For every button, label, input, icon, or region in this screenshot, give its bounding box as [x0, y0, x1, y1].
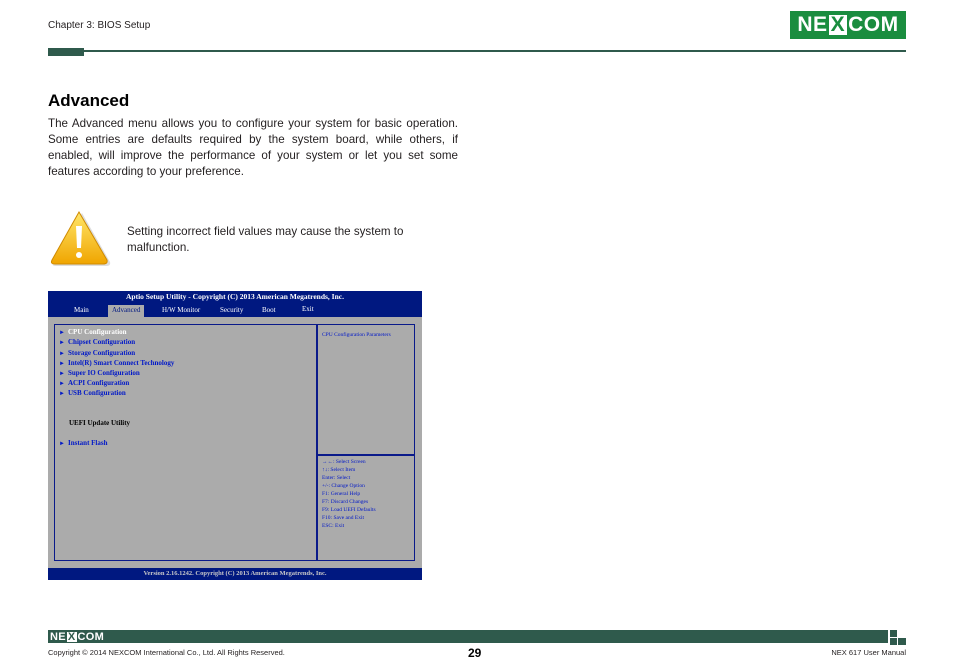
key-hint: F1: General Help — [322, 491, 361, 497]
arrow-right-icon: ► — [59, 340, 65, 346]
key-hint: F9: Load UEFI Defaults — [322, 507, 376, 513]
key-hint: Enter: Select — [322, 475, 351, 481]
bios-screenshot — [48, 291, 422, 580]
menu-item-smart-connect[interactable]: ► Intel(R) Smart Connect Technology — [59, 359, 175, 367]
tab-exit[interactable]: Exit — [302, 305, 314, 313]
bios-menu-panel — [54, 324, 317, 561]
key-hint: ↑↓: Select Item — [322, 467, 356, 473]
key-hint: ESC: Exit — [322, 523, 345, 529]
section-intro: The Advanced menu allows you to configure your system for basic operation. Some entries are defaults required by the system board, while others, if enabled, will improve the performance of your system or let you set some features according to your preference. — [48, 117, 458, 178]
arrow-right-icon: ► — [59, 371, 65, 377]
manual-title: NEX 617 User Manual — [831, 648, 906, 657]
menu-item-chipset-configuration[interactable]: ► Chipset Configuration — [59, 338, 136, 346]
menu-item-storage-configuration[interactable]: ► Storage Configuration — [59, 349, 136, 357]
arrow-right-icon: ► — [59, 441, 65, 447]
key-hint: +/-: Change Option — [322, 483, 365, 489]
menu-item-cpu-configuration[interactable]: ► CPU Configuration — [59, 328, 127, 336]
arrow-right-icon: ► — [59, 330, 65, 336]
bios-help-panel — [317, 324, 415, 455]
footer-square-deco — [890, 638, 897, 645]
help-text: CPU Configuration Parameters — [322, 332, 391, 338]
footer-nexcom-logo: NE X COM — [50, 630, 105, 643]
arrow-right-icon: ► — [59, 351, 65, 357]
header-rule — [84, 50, 906, 52]
uefi-update-utility-label: UEFI Update Utility — [69, 419, 131, 427]
chapter-label: Chapter 3: BIOS Setup — [48, 20, 151, 31]
menu-item-instant-flash[interactable]: ► Instant Flash — [59, 439, 108, 447]
key-hint: →←: Select Screen — [322, 459, 366, 465]
key-hint: F10: Save and Exit — [322, 515, 365, 521]
menu-item-usb-configuration[interactable]: ► USB Configuration — [59, 389, 126, 397]
warning-triangle-icon — [48, 210, 112, 268]
header-rule-accent — [48, 48, 84, 56]
footer-square-deco — [890, 630, 897, 637]
nexcom-logo: NE X COM — [790, 11, 906, 39]
page-number: 29 — [468, 646, 482, 660]
tab-hw-monitor[interactable]: H/W Monitor — [162, 306, 201, 314]
menu-item-acpi-configuration[interactable]: ► ACPI Configuration — [59, 379, 130, 387]
arrow-right-icon: ► — [59, 361, 65, 367]
bios-keys-panel — [317, 455, 415, 561]
warning-text: Setting incorrect field values may cause the system to malfunction. — [127, 225, 404, 254]
footer-bar — [48, 630, 888, 643]
copyright: Copyright © 2014 NEXCOM International Co., Ltd. All Rights Reserved. — [48, 648, 285, 657]
section-title: Advanced — [48, 91, 130, 110]
bios-tab-bar — [48, 303, 422, 317]
tab-main[interactable]: Main — [74, 306, 89, 314]
key-hint: F7: Discard Changes — [322, 499, 369, 505]
footer-square-deco — [898, 638, 906, 645]
bios-footer: Version 2.16.1242. Copyright (C) 2013 American Megatrends, Inc. — [48, 568, 422, 580]
tab-boot[interactable]: Boot — [262, 306, 276, 314]
bios-title: Aptio Setup Utility - Copyright (C) 2013 American Megatrends, Inc. — [48, 291, 422, 303]
arrow-right-icon: ► — [59, 381, 65, 387]
tab-advanced[interactable]: Advanced — [108, 305, 144, 317]
tab-security[interactable]: Security — [220, 306, 244, 314]
arrow-right-icon: ► — [59, 391, 65, 397]
menu-item-super-io-configuration[interactable]: ► Super IO Configuration — [59, 369, 140, 377]
